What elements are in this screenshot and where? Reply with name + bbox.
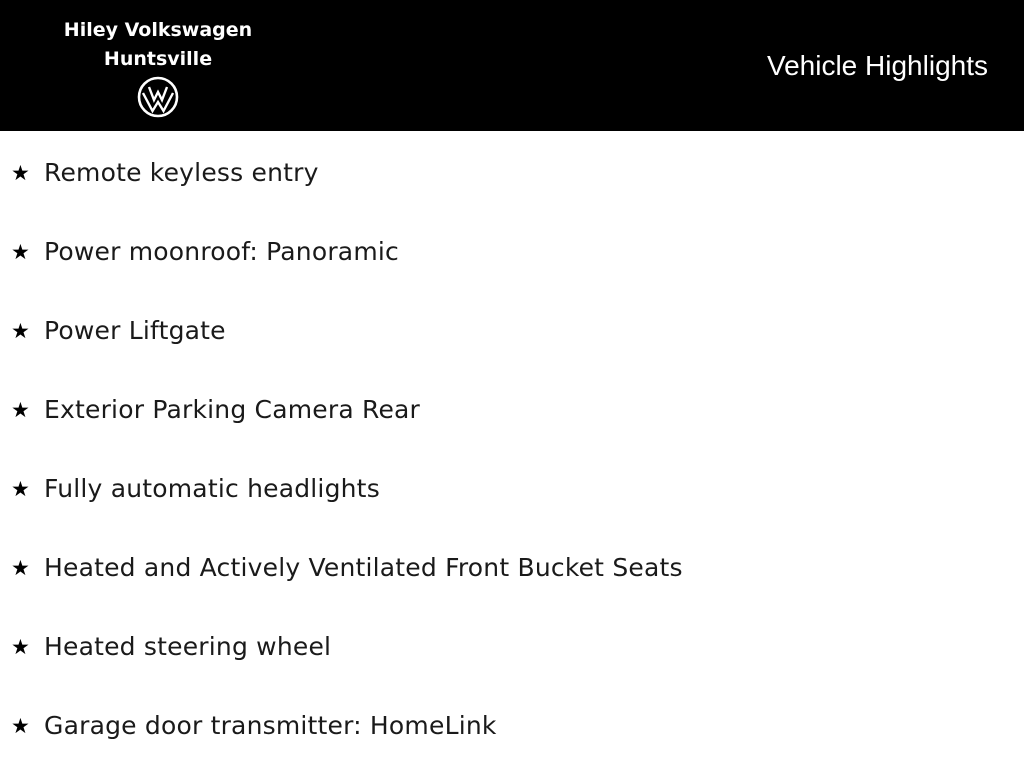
volkswagen-logo-icon	[137, 76, 179, 118]
highlight-text: Power Liftgate	[44, 316, 226, 345]
highlight-text: Power moonroof: Panoramic	[44, 237, 399, 266]
list-item	[0, 605, 1024, 684]
star-icon: ★	[11, 714, 30, 738]
star-icon: ★	[11, 556, 30, 580]
star-icon: ★	[11, 477, 30, 501]
highlight-text: Remote keyless entry	[44, 158, 319, 187]
page-title: Vehicle Highlights	[766, 50, 988, 81]
star-icon: ★	[11, 240, 30, 264]
list-item	[0, 289, 1024, 368]
star-icon: ★	[11, 161, 30, 185]
list-item	[0, 131, 1024, 210]
highlight-text: Fully automatic headlights	[44, 474, 380, 503]
header-bar	[0, 0, 1024, 131]
highlight-text: Heated steering wheel	[44, 632, 332, 661]
highlight-text: Heated and Actively Ventilated Front Bucket Seats	[44, 553, 683, 582]
star-icon: ★	[11, 635, 30, 659]
list-item	[0, 684, 1024, 763]
dealer-name	[58, 16, 258, 74]
list-item	[0, 210, 1024, 289]
highlight-text: Garage door transmitter: HomeLink	[44, 711, 497, 740]
highlight-text: Exterior Parking Camera Rear	[44, 395, 421, 424]
highlights-list	[0, 131, 1024, 763]
dealer-name-line-2: Huntsville	[103, 48, 213, 70]
star-icon: ★	[11, 398, 30, 422]
star-icon: ★	[11, 319, 30, 343]
list-item	[0, 447, 1024, 526]
list-item	[0, 368, 1024, 447]
list-item	[0, 526, 1024, 605]
dealer-name-line-1: Hiley Volkswagen	[63, 19, 253, 41]
